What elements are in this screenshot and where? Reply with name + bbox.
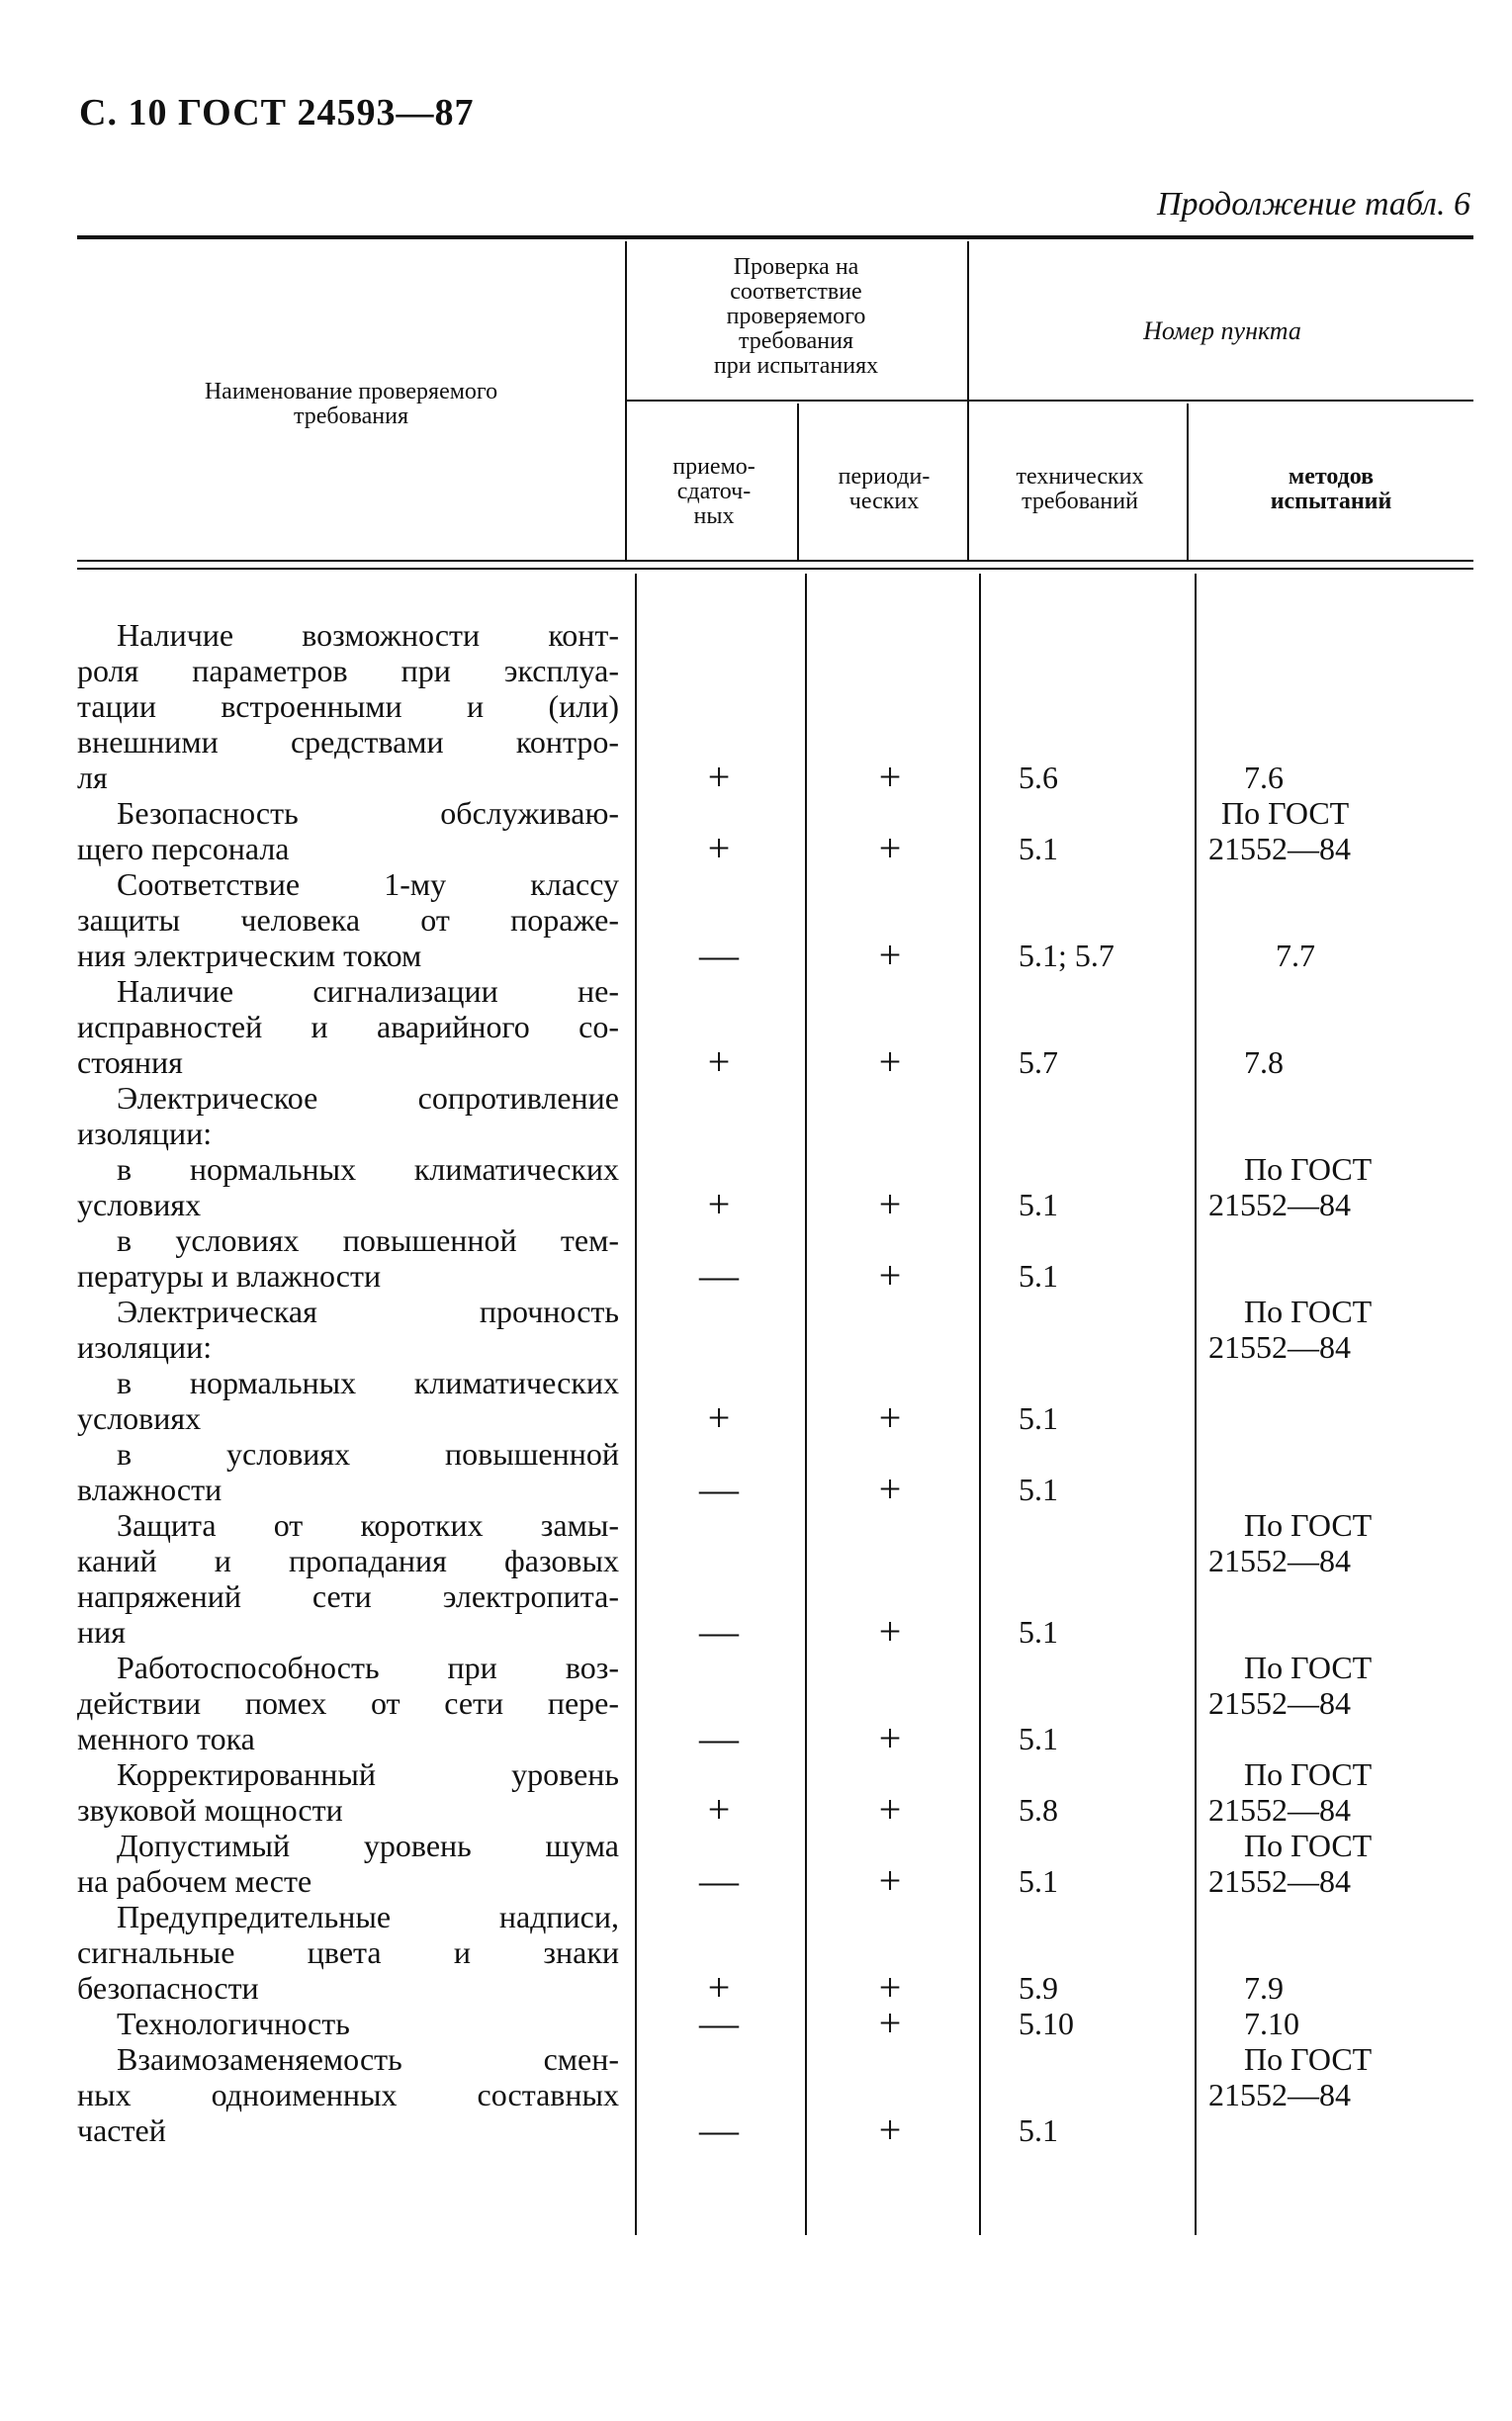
periodic-mark: + — [878, 933, 902, 977]
acceptance-mark: + — [707, 1787, 731, 1832]
test-method: По ГОСТ — [1221, 795, 1350, 831]
table-row-requirement: Электрическая прочность изоляции: — [77, 1294, 619, 1365]
tech-clause: 5.7 — [1019, 1044, 1058, 1080]
test-method: По ГОСТ — [1244, 1650, 1373, 1685]
table-row-requirement: Допустимый уровень шума на рабочем месте — [77, 1828, 619, 1899]
table-row-requirement: в нормальных климатических условиях — [77, 1365, 619, 1436]
test-method: По ГОСТ — [1244, 1828, 1373, 1863]
acceptance-mark: + — [707, 1395, 731, 1440]
acceptance-mark: + — [707, 826, 731, 870]
acceptance-mark: — — [699, 1858, 739, 1903]
tech-clause: 5.6 — [1019, 760, 1058, 795]
body-col-divider — [1195, 574, 1197, 2235]
test-method: 7.6 — [1244, 760, 1284, 795]
test-method: 7.8 — [1244, 1044, 1284, 1080]
acceptance-mark: — — [699, 933, 739, 977]
table-row-requirement: Наличие возможности конт- роля параметров при эксплуа- тации встроенными и (или) внешними средствами контро- ля — [77, 617, 619, 795]
body-col-divider — [635, 574, 637, 2235]
test-method: По ГОСТ — [1244, 1294, 1373, 1329]
test-method: По ГОСТ — [1244, 1151, 1373, 1187]
header-bottom-rule-2 — [77, 568, 1473, 570]
header-clause-group: Номер пункта — [1143, 316, 1301, 345]
header-tech-requirements: технических требований — [1016, 464, 1144, 514]
tech-clause: 5.1 — [1019, 1472, 1058, 1507]
test-method: 21552—84 — [1208, 1329, 1351, 1365]
tech-clause: 5.1 — [1019, 831, 1058, 866]
test-method: 21552—84 — [1208, 2077, 1351, 2112]
header-col-divider — [1187, 404, 1189, 560]
acceptance-mark: + — [707, 1965, 731, 2010]
acceptance-mark: — — [699, 2107, 739, 2152]
tech-clause: 5.1 — [1019, 1721, 1058, 1756]
table-row-requirement: Взаимозаменяемость смен- ных одноименных составных частей — [77, 2041, 619, 2148]
periodic-mark: + — [878, 1787, 902, 1832]
test-method: 7.10 — [1244, 2006, 1299, 2041]
acceptance-mark: — — [699, 2001, 739, 2045]
header-subrule-clause — [969, 400, 1473, 402]
test-method: По ГОСТ — [1244, 1756, 1373, 1792]
header-check-group: Проверка на соответствие проверяемого требования при испытаниях — [713, 254, 879, 379]
header-periodic: периоди- ческих — [838, 464, 931, 514]
header-requirement: Наименование проверяемого требования — [204, 379, 498, 429]
acceptance-mark: + — [707, 1039, 731, 1084]
test-method: 21552—84 — [1208, 1685, 1351, 1721]
table-row-requirement: Предупредительные надписи, сигнальные цвета и знаки безопасности — [77, 1899, 619, 2006]
body-col-divider — [805, 574, 807, 2235]
table-row-requirement: Безопасность обслуживаю- щего персонала — [77, 795, 619, 866]
periodic-mark: + — [878, 1716, 902, 1760]
tech-clause: 5.1 — [1019, 1863, 1058, 1899]
test-method: 21552—84 — [1208, 1863, 1351, 1899]
table-row-requirement: Наличие сигнализации не- исправностей и аварийного со- стояния — [77, 973, 619, 1080]
periodic-mark: + — [878, 826, 902, 870]
table-row-requirement: Защита от коротких замы- каний и пропадания фазовых напряжений сети электропита- ния — [77, 1507, 619, 1650]
periodic-mark: + — [878, 1609, 902, 1654]
periodic-mark: + — [878, 1253, 902, 1298]
header-col-divider — [967, 241, 969, 560]
periodic-mark: + — [878, 1965, 902, 2010]
tech-clause: 5.10 — [1019, 2006, 1074, 2041]
test-method: 21552—84 — [1208, 1187, 1351, 1222]
table-continuation-label: Продолжение табл. 6 — [1156, 186, 1470, 223]
table-row-requirement: Технологичность — [117, 2006, 350, 2041]
tech-clause: 5.9 — [1019, 1970, 1058, 2006]
tech-clause: 5.1 — [1019, 1614, 1058, 1650]
acceptance-mark: — — [699, 1609, 739, 1654]
periodic-mark: + — [878, 1467, 902, 1511]
table-row-requirement: в условиях повышенной влажности — [77, 1436, 619, 1507]
test-method: 21552—84 — [1208, 1543, 1351, 1578]
table-row-requirement: Работоспособность при воз- действии помех от сети пере- менного тока — [77, 1650, 619, 1756]
test-method: 21552—84 — [1208, 831, 1351, 866]
periodic-mark: + — [878, 1039, 902, 1084]
table-row-requirement: в нормальных климатических условиях — [77, 1151, 619, 1222]
periodic-mark: + — [878, 1395, 902, 1440]
acceptance-mark: — — [699, 1716, 739, 1760]
header-bottom-rule-1 — [77, 560, 1473, 562]
header-col-divider — [625, 241, 627, 560]
header-test-methods: методов испытаний — [1270, 464, 1392, 514]
tech-clause: 5.1 — [1019, 2112, 1058, 2148]
periodic-mark: + — [878, 755, 902, 799]
header-col-divider — [797, 404, 799, 560]
test-method: 21552—84 — [1208, 1792, 1351, 1828]
periodic-mark: + — [878, 1858, 902, 1903]
table-row-requirement: Корректированный уровень звуковой мощности — [77, 1756, 619, 1828]
table-top-rule — [77, 235, 1473, 239]
header-subrule-check — [625, 400, 967, 402]
test-method: По ГОСТ — [1244, 1507, 1373, 1543]
tech-clause: 5.1 — [1019, 1258, 1058, 1294]
test-method: По ГОСТ — [1244, 2041, 1373, 2077]
tech-clause: 5.1; 5.7 — [1019, 938, 1114, 973]
tech-clause: 5.8 — [1019, 1792, 1058, 1828]
periodic-mark: + — [878, 1182, 902, 1226]
tech-clause: 5.1 — [1019, 1400, 1058, 1436]
acceptance-mark: + — [707, 755, 731, 799]
body-col-divider — [979, 574, 981, 2235]
test-method: 7.7 — [1276, 938, 1315, 973]
acceptance-mark: — — [699, 1467, 739, 1511]
page-header: С. 10 ГОСТ 24593—87 — [79, 92, 475, 134]
periodic-mark: + — [878, 2107, 902, 2152]
acceptance-mark: + — [707, 1182, 731, 1226]
tech-clause: 5.1 — [1019, 1187, 1058, 1222]
acceptance-mark: — — [699, 1253, 739, 1298]
table-row-requirement: Электрическое сопротивление изоляции: — [77, 1080, 619, 1151]
header-acceptance: приемо- сдаточ- ных — [672, 454, 756, 529]
table-row-requirement: в условиях повышенной тем- пературы и влажности — [77, 1222, 619, 1294]
periodic-mark: + — [878, 2001, 902, 2045]
table-row-requirement: Соответствие 1-му классу защиты человека от пораже- ния электрическим током — [77, 866, 619, 973]
test-method: 7.9 — [1244, 1970, 1284, 2006]
